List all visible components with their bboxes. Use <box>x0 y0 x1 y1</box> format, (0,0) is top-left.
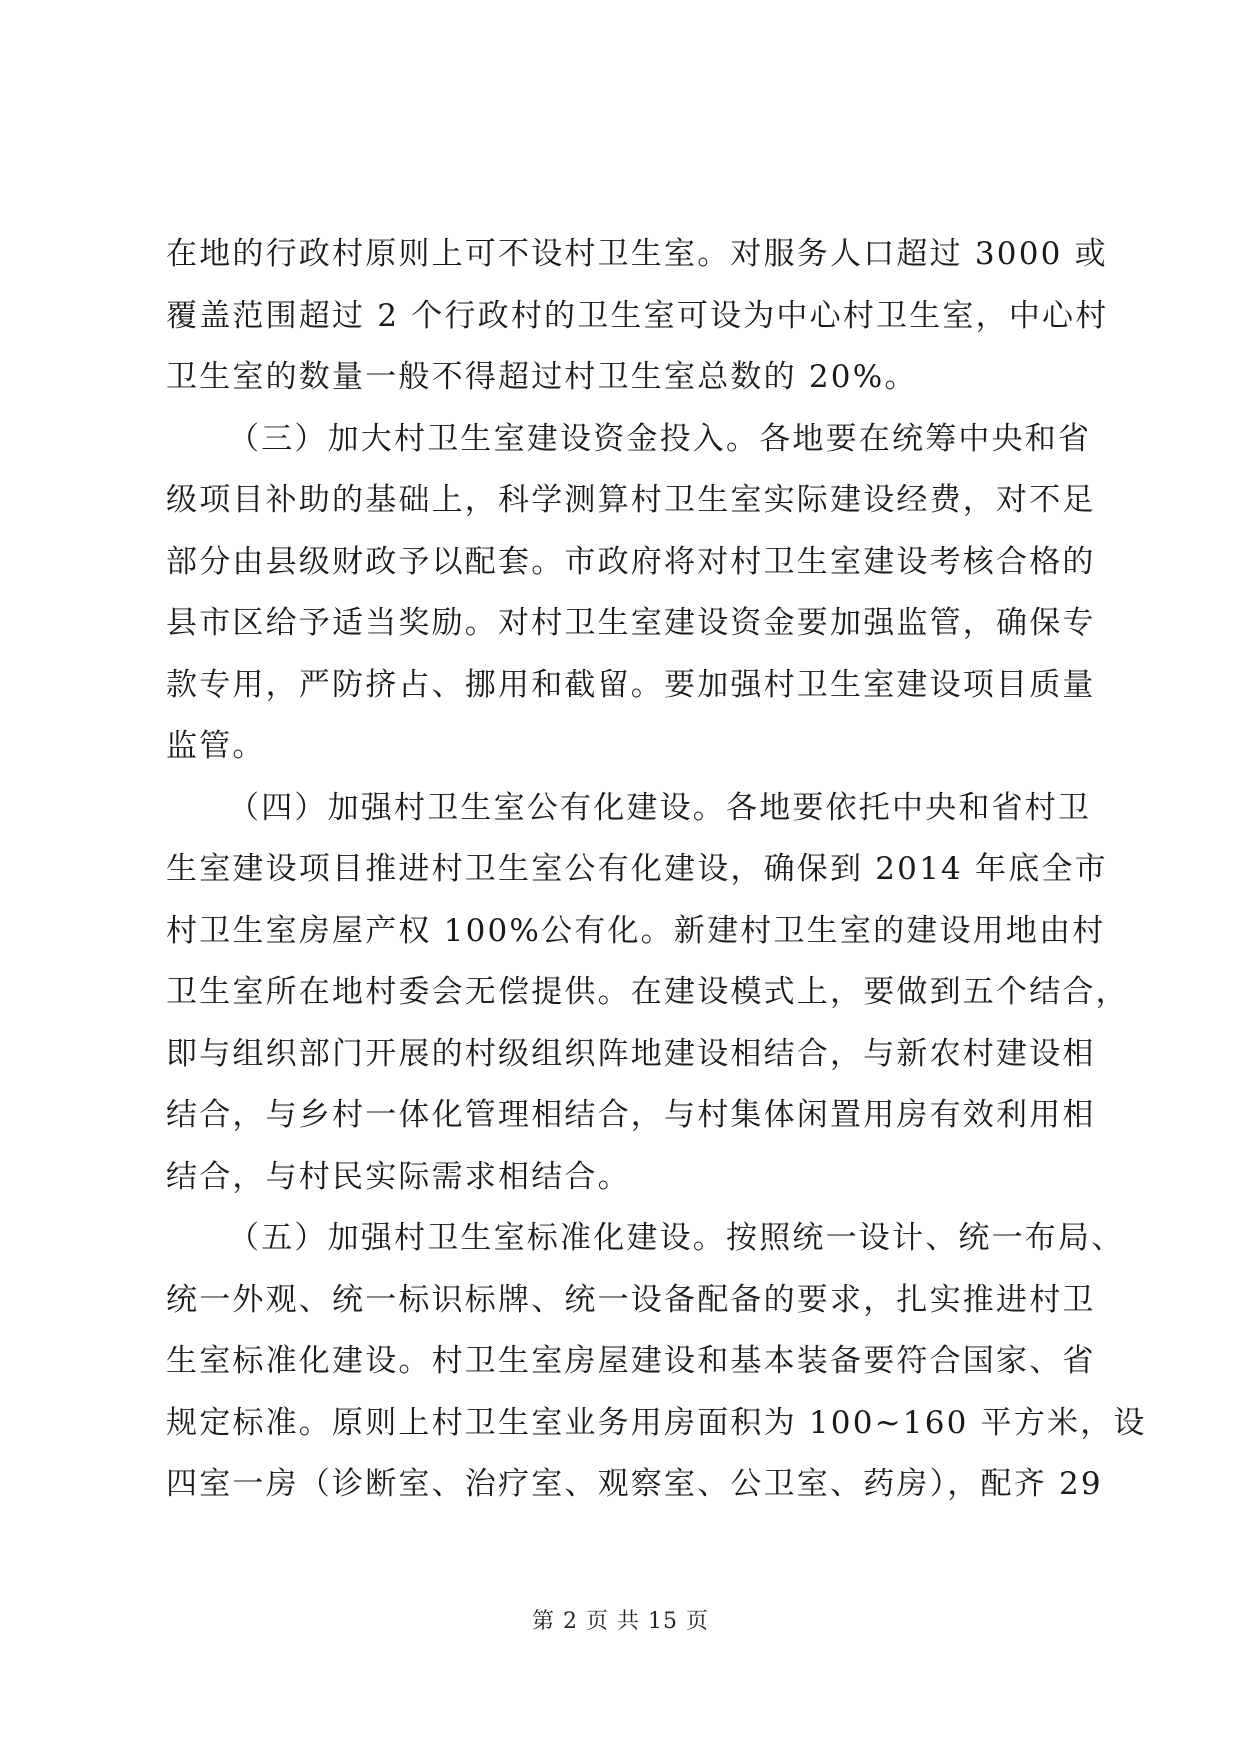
text-line: 即与组织部门开展的村级组织阵地建设相结合，与新农村建设相 <box>166 1035 1096 1072</box>
text-line: 结合，与乡村一体化管理相结合，与村集体闲置用房有效利用相 <box>166 1097 1096 1133</box>
text-line: 部分由县级财政予以配套。市政府将对村卫生室建设考核合格的 <box>166 543 1096 580</box>
text-line: 覆盖范围超过 2 个行政村的卫生室可设为中心村卫生室，中心村 <box>166 297 1109 334</box>
text-line: 在地的行政村原则上可不设村卫生室。对服务人口超过 3000 或 <box>166 236 1108 272</box>
text-line: 监管。 <box>166 728 266 764</box>
text-line: 四室一房（诊断室、治疗室、观察室、公卫室、药房），配齐 29 <box>166 1466 1103 1502</box>
text-line: 规定标准。原则上村卫生室业务用房面积为 100~160 平方米，设 <box>166 1404 1147 1441</box>
text-line: 县市区给予适当奖励。对村卫生室建设资金要加强监管，确保专 <box>166 605 1096 641</box>
page-number-footer: 第 2 页 共 15 页 <box>532 1609 709 1634</box>
document-body <box>166 228 1147 1520</box>
text-line: 卫生室所在地村委会无偿提供。在建设模式上，要做到五个结合， <box>166 974 1129 1010</box>
text-line: 级项目补助的基础上，科学测算村卫生室实际建设经费，对不足 <box>166 482 1096 518</box>
text-line: （四）加强村卫生室公有化建设。各地要依托中央和省村卫 <box>228 789 1092 826</box>
text-line: 生室建设项目推进村卫生室公有化建设，确保到 2014 年底全市 <box>166 851 1108 887</box>
text-line: 结合，与村民实际需求相结合。 <box>166 1158 631 1195</box>
text-line: 款专用，严防挤占、挪用和截留。要加强村卫生室建设项目质量 <box>166 666 1096 703</box>
text-line: 生室标准化建设。村卫生室房屋建设和基本装备要符合国家、省 <box>166 1343 1096 1379</box>
text-line: （五）加强村卫生室标准化建设。按照统一设计、统一布局、 <box>228 1220 1125 1256</box>
text-line: 村卫生室房屋产权 100%公有化。新建村卫生室的建设用地由村 <box>166 912 1106 949</box>
text-line: 统一外观、统一标识标牌、统一设备配备的要求，扎实推进村卫 <box>166 1281 1096 1318</box>
text-line: 卫生室的数量一般不得超过村卫生室总数的 20%。 <box>166 359 918 395</box>
text-line: （三）加大村卫生室建设资金投入。各地要在统筹中央和省 <box>228 420 1092 457</box>
